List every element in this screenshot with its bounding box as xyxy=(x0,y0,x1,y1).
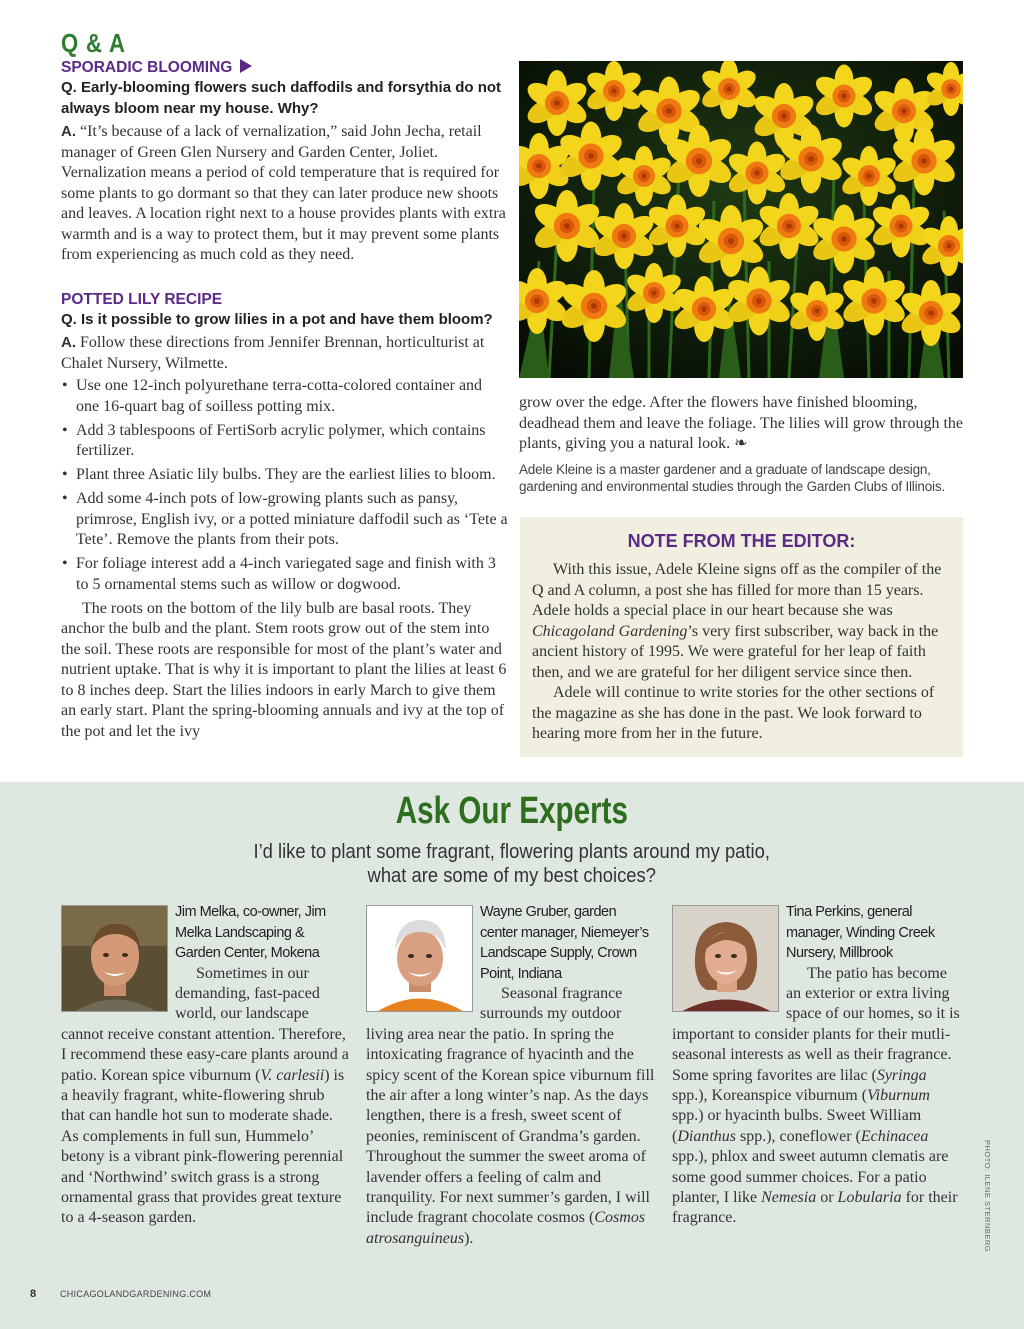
arrow-right-icon xyxy=(240,59,252,73)
experts-title: Ask Our Experts xyxy=(395,790,629,832)
question: Q. Is it possible to grow lilies in a pot and have them bloom? xyxy=(61,310,493,328)
page-number: 8 xyxy=(30,1288,37,1300)
end-mark-icon: ❧ xyxy=(734,435,748,452)
list-item: • Use one 12-inch polyurethane terra-cotta-colored container and one 16-quart bag of soilless potting mix. xyxy=(62,377,483,415)
editor-note-title: NOTE FROM THE EDITOR: xyxy=(627,531,856,551)
expert-column xyxy=(61,905,351,1229)
footer-url: CHICAGOLANDGARDENING.COM xyxy=(60,1289,212,1299)
expert-column xyxy=(366,905,656,1249)
section-heading: SPORADIC BLOOMING xyxy=(61,58,509,78)
author-bio: Adele Kleine is a master gardener and a graduate of landscape design, gardening and environmental studies through the Garden Clubs of Illinois. xyxy=(519,461,945,494)
qa-right-column xyxy=(519,393,965,495)
bullet-list xyxy=(61,376,509,595)
list-item: • Add 3 tablespoons of FertiSorb acrylic polymer, which contains fertilizer. xyxy=(62,421,486,459)
list-item: • For foliage interest add a 4-inch variegated sage and finish with 3 to 5 ornamental stems such as willow or dogwood. xyxy=(62,555,496,593)
expert-portrait xyxy=(62,906,168,1012)
list-item: • Plant three Asiatic lily bulbs. They are the earliest lilies to bloom. xyxy=(62,466,496,483)
editor-note-box xyxy=(520,517,963,757)
daffodil-photo xyxy=(519,61,963,378)
list-item: • Add some 4-inch pots of low-growing plants such as pansy, primrose, English ivy, or a potted miniature daffodil such as ‘Tete a Tete’. Remove the plants from their pots. xyxy=(62,490,508,548)
experts-question: I’d like to plant some fragrant, flowering plants around my patio, what are some of my best choices? xyxy=(253,841,771,887)
expert-photo xyxy=(61,905,168,1012)
question: Q. Early-blooming flowers such daffodils and forsythia do not always bloom near my house. Why? xyxy=(61,79,502,117)
expert-answer: Sometimes in our demanding, fast-paced world, our landscape cannot receive constant attention. Therefore, I recommend these easy-care plants around a patio. Korean spice viburnum (V. carlesii) is a heavily fragrant, white-flowering shrub that can handle hot sun to moderate shade. As complements in full sun, Hummelo’ betony is a vibrant pink-flowering perennial and ‘Northwind’ switch grass is a strong ornamental grass that provides great texture to a 4-season garden. xyxy=(61,964,349,1227)
expert-photo xyxy=(672,905,779,1012)
expert-name: Jim Melka, co-owner, Jim Melka Landscaping & Garden Center, Mokena xyxy=(175,904,326,961)
expert-portrait xyxy=(673,906,779,1012)
expert-answer: Seasonal fragrance surrounds my outdoor living area near the patio. In spring the intoxicating fragrance of hyacinth and the spicy scent of the Korean spice viburnum fill the air after a long winter’s nap. As the days lengthen, there is a fresh, sweet scent of peonies, reminiscent of Grandma’s garden. Throughout the summer the sweet aroma of lavender offers a feeling of calm and tranquility. For next summer’s garden, I will include fragrant chocolate cosmos (Cosmos atrosanguineus). xyxy=(366,985,655,1247)
editor-paragraph: Adele will continue to write stories for the other sections of the magazine as she has done in the past. We look forward to hearing more from her in the future. xyxy=(532,684,935,742)
qa-title: Q & A xyxy=(61,28,126,58)
section-heading: POTTED LILY RECIPE xyxy=(61,290,223,308)
expert-answer: The patio has become an exterior or extra living space of our homes, so it is important to consider plants for their mutli-seasonal interests as well as their fragrance. Some spring favorites are lilac (Syringa spp.), Koreanspice viburnum (Viburnum spp.) or hyacinth bulbs. Sweet William (Dianthus spp.), coneflower (Echinacea spp.), phlox and sweet autumn clematis are some good summer choices. For a patio planter, I like Nemesia or Lobularia for their fragrance. xyxy=(672,964,960,1227)
qa-left-column xyxy=(61,58,509,742)
expert-name: Wayne Gruber, garden center manager, Niemeyer’s Landscape Supply, Crown Point, Indiana xyxy=(480,904,649,982)
body-paragraph: The roots on the bottom of the lily bulb are basal roots. They anchor the bulb and the plant. Stem roots grow out of the stem into the soil. These roots are responsible for most of the plant’s water and nutrient uptake. That is why it is important to plant the lilies at least 6 to 8 inches deep. Start the lilies indoors in early March to give them an early start. Plant the spring-blooming annuals and ivy at the top of the pot and let the ivy xyxy=(61,599,507,740)
expert-photo xyxy=(366,905,473,1012)
expert-column xyxy=(672,905,962,1229)
daffodil-illustration xyxy=(519,61,963,378)
photo-credit: PHOTO: ILENE STERNBERG xyxy=(983,1140,992,1253)
answer-paragraph: A. Follow these directions from Jennifer Brennan, horticulturist at Chalet Nursery, Wilmette. xyxy=(61,334,485,372)
expert-portrait xyxy=(367,906,473,1012)
editor-paragraph: With this issue, Adele Kleine signs off as the compiler of the Q and A column, a post she has filled for more than 15 years. Adele holds a special place in our heart because she was Chicagoland Gardening’s very first subscriber, way back in the ancient history of 1995. We were grateful for her leap of faith then, and we are grateful for her diligent service since then. xyxy=(532,561,942,681)
expert-name: Tina Perkins, general manager, Winding Creek Nursery, Millbrook xyxy=(786,904,935,961)
body-paragraph: grow over the edge. After the flowers have finished blooming, deadhead them and leave the foliage. The lilies will grow through the plants, giving you a natural look. ❧ xyxy=(519,394,964,452)
answer-paragraph: A. “It’s because of a lack of vernalization,” said John Jecha, retail manager of Green Glen Nursery and Garden Center, Joliet. Vernalization means a period of cold temperature that is required for some plants to go dormant so that they can later produce new shoots and leaves. A location right next to a house provides plants with extra warmth and is a way to protect them, but it may prevent some plants from experiencing as much cold as they need. xyxy=(61,123,506,263)
